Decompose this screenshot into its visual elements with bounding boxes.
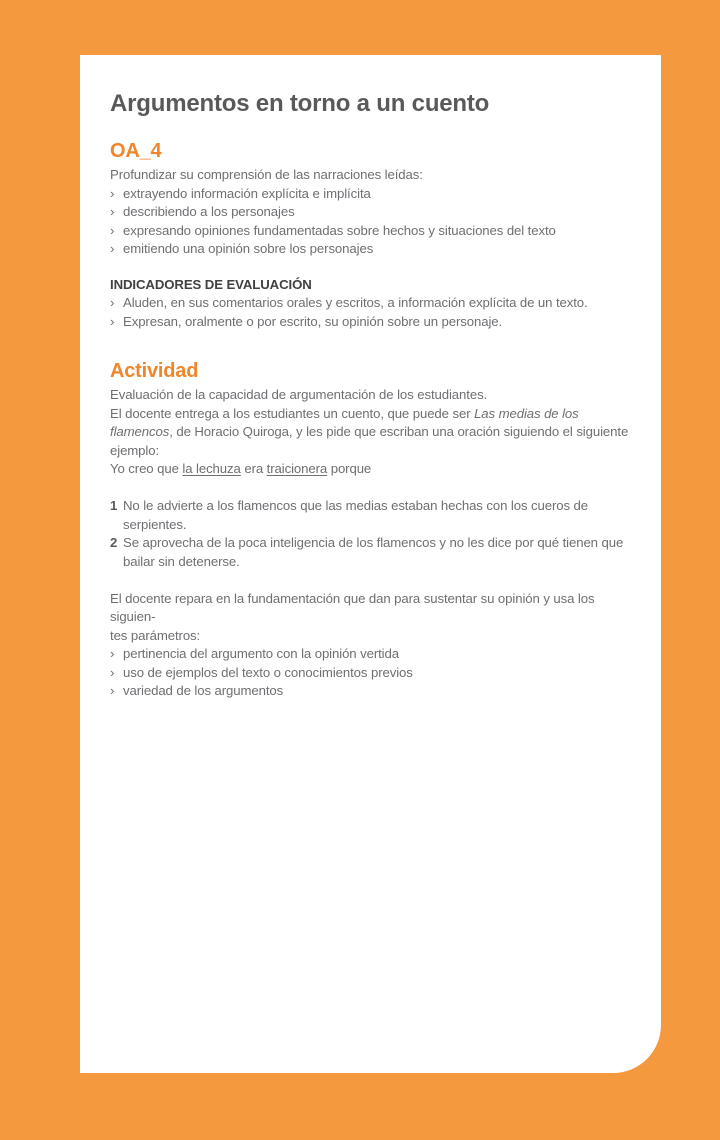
example-post: porque — [327, 461, 372, 476]
para2-post: , de Horacio Quiroga, y les pide que escriban una oración siguiendo el siguiente ejemplo: — [110, 424, 629, 458]
actividad-para2 — [110, 405, 629, 461]
oa-bullet-item — [110, 203, 629, 222]
example-mid: era — [240, 461, 267, 476]
para2-pre: El docente entrega a los estudiantes un cuento, que puede ser — [110, 405, 475, 421]
oa-bullet-item — [110, 240, 629, 259]
item-text: No le advierte a los flamencos que las medias estaban hechas con los cueros de serpientes. — [123, 498, 589, 532]
numbered-item — [110, 534, 629, 571]
underlined-word: traicionera — [266, 461, 328, 476]
section-oa — [110, 140, 629, 259]
item-number: 1 — [110, 498, 118, 513]
spacer — [110, 479, 629, 498]
bullet-marker: › — [110, 222, 115, 238]
parametros-bullet-item — [110, 664, 629, 683]
bullet-marker: › — [110, 204, 115, 219]
bullet-marker: › — [110, 295, 115, 310]
bullet-marker: › — [110, 313, 115, 329]
bullet-text: expresando opiniones fundamentadas sobre hechos y situaciones del texto — [123, 222, 556, 238]
actividad-para3 — [110, 590, 629, 646]
bullet-text: Aluden, en sus comentarios orales y escritos, a información explícita de un texto. — [123, 295, 588, 310]
bullet-text: extrayendo información explícita e implícita — [123, 185, 371, 201]
item-number: 2 — [110, 535, 118, 550]
parametros-bullet-item — [110, 645, 629, 664]
card-content — [80, 55, 661, 701]
content-card — [80, 55, 661, 1073]
page-title: Argumentos en torno a un cuento — [110, 90, 490, 117]
indicadores-bullet-item — [110, 294, 629, 313]
bullet-text: pertinencia del argumento con la opinión vertida — [123, 646, 399, 661]
bullet-marker: › — [110, 241, 115, 256]
para3-line2: tes parámetros: — [110, 627, 201, 643]
bullet-marker: › — [110, 664, 115, 680]
story-title-italic: Las medias de los flamencos — [110, 405, 579, 439]
spacer — [110, 571, 629, 590]
bullet-text: uso de ejemplos del texto o conocimientos previos — [123, 664, 413, 680]
oa-intro: Profundizar su comprensión de las narraciones leídas: — [110, 167, 423, 182]
section-actividad — [110, 360, 629, 701]
item-text: Se aprovecha de la poca inteligencia de los flamencos y no les dice por qué tienen que bailar sin detenerse. — [123, 535, 624, 569]
example-pre: Yo creo que — [110, 461, 183, 476]
para3-line1: El docente repara en la fundamentación que dan para sustentar su opinión y usa los siguien- — [110, 590, 595, 624]
bullet-text: Expresan, oralmente o por escrito, su opinión sobre un personaje. — [123, 313, 503, 329]
indicadores-heading: INDICADORES DE EVALUACIÓN — [110, 276, 312, 292]
bullet-marker: › — [110, 683, 115, 698]
bullet-marker: › — [110, 185, 115, 201]
oa-heading: OA_4 — [110, 140, 162, 162]
parametros-bullet-item — [110, 682, 629, 701]
bullet-marker: › — [110, 646, 115, 661]
underlined-word: la lechuza — [182, 461, 241, 476]
numbered-item — [110, 497, 629, 534]
bullet-text: emitiendo una opinión sobre los personajes — [123, 241, 374, 256]
actividad-para1: Evaluación de la capacidad de argumentación de los estudiantes. — [110, 387, 488, 402]
oa-bullet-item — [110, 185, 629, 204]
bullet-text: variedad de los argumentos — [123, 683, 284, 698]
example-sentence — [110, 460, 629, 479]
section-indicadores — [110, 276, 629, 332]
bullet-text: describiendo a los personajes — [123, 204, 295, 219]
indicadores-bullet-item — [110, 313, 629, 332]
oa-bullet-item — [110, 222, 629, 241]
actividad-heading: Actividad — [110, 360, 199, 382]
